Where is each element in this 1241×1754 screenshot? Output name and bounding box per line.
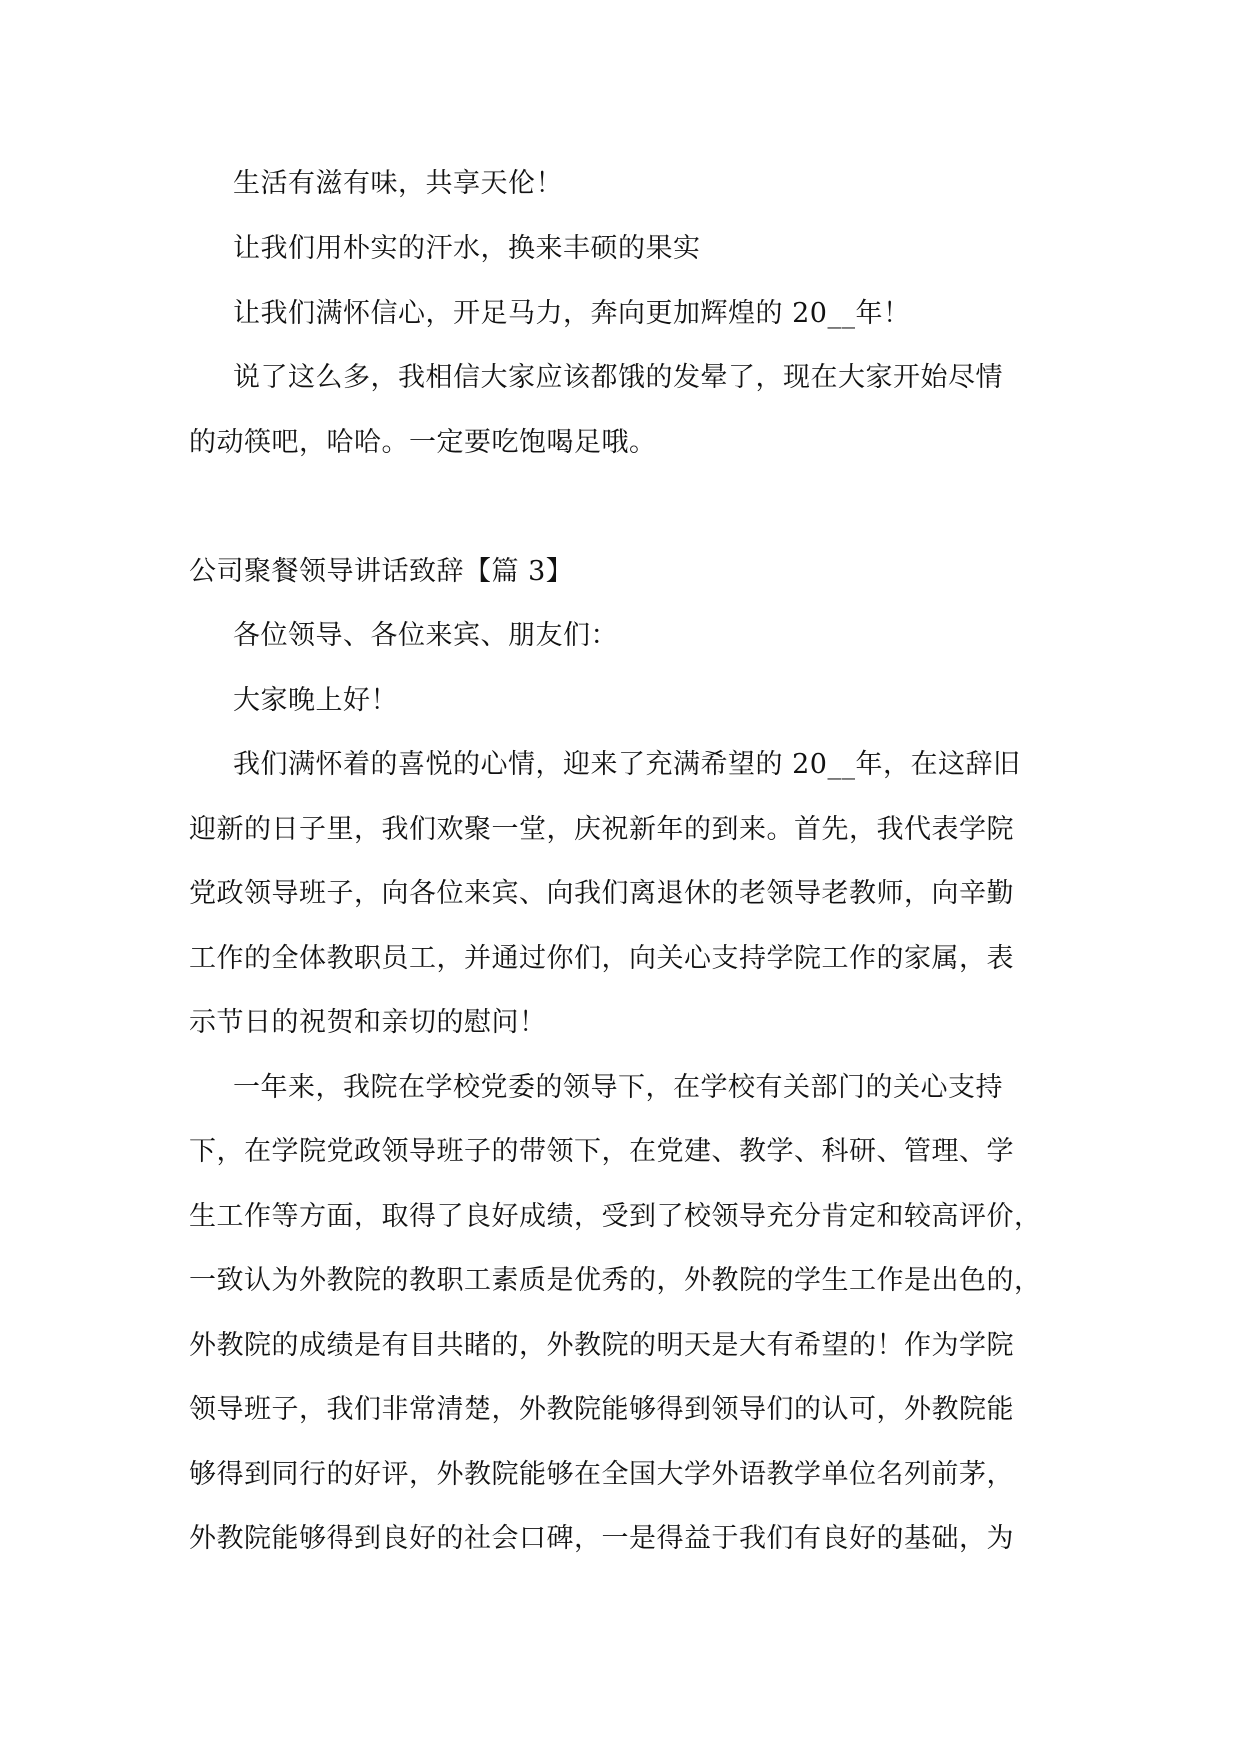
paragraph-line: 示节日的祝贺和亲切的慰问！	[189, 1007, 547, 1038]
paragraph-line: 生活有滋有味，共享天伦！	[233, 168, 563, 199]
paragraph-line: 迎新的日子里，我们欢聚一堂，庆祝新年的到来。首先，我代表学院	[189, 814, 1014, 845]
paragraph-line: 一致认为外教院的教职工素质是优秀的，外教院的学生工作是出色的，	[189, 1265, 1042, 1296]
paragraph-line: 生工作等方面，取得了良好成绩，受到了校领导充分肯定和较高评价，	[189, 1201, 1042, 1232]
paragraph-line: 我们满怀着的喜悦的心情，迎来了充满希望的 20__年，在这辞旧	[233, 749, 1021, 780]
paragraph-line: 的动筷吧，哈哈。一定要吃饱喝足哦。	[189, 427, 657, 458]
paragraph-line: 外教院能够得到良好的社会口碑，一是得益于我们有良好的基础，为	[189, 1523, 1014, 1554]
paragraph-line: 让我们满怀信心，开足马力，奔向更加辉煌的 20__年！	[233, 298, 911, 329]
paragraph-line: 领导班子，我们非常清楚，外教院能够得到领导们的认可，外教院能	[189, 1394, 1014, 1425]
paragraph-line: 党政领导班子，向各位来宾、向我们离退休的老领导老教师，向辛勤	[189, 878, 1014, 909]
salutation-line: 各位领导、各位来宾、朋友们：	[233, 620, 618, 651]
paragraph-line: 一年来，我院在学校党委的领导下，在学校有关部门的关心支持	[233, 1072, 1003, 1103]
paragraph-line: 够得到同行的好评，外教院能够在全国大学外语教学单位名列前茅，	[189, 1459, 1014, 1490]
paragraph-line: 工作的全体教职员工，并通过你们，向关心支持学院工作的家属，表	[189, 943, 1014, 974]
paragraph-line: 说了这么多，我相信大家应该都饿的发晕了，现在大家开始尽情	[233, 362, 1003, 393]
paragraph-line: 让我们用朴实的汗水，换来丰硕的果实	[233, 233, 701, 264]
paragraph-line: 外教院的成绩是有目共睹的，外教院的明天是大有希望的！作为学院	[189, 1330, 1014, 1361]
paragraph-line: 下，在学院党政领导班子的带领下，在党建、教学、科研、管理、学	[189, 1136, 1014, 1167]
section-heading: 公司聚餐领导讲话致辞【篇 3】	[189, 556, 574, 587]
greeting-line: 大家晚上好！	[233, 685, 398, 716]
